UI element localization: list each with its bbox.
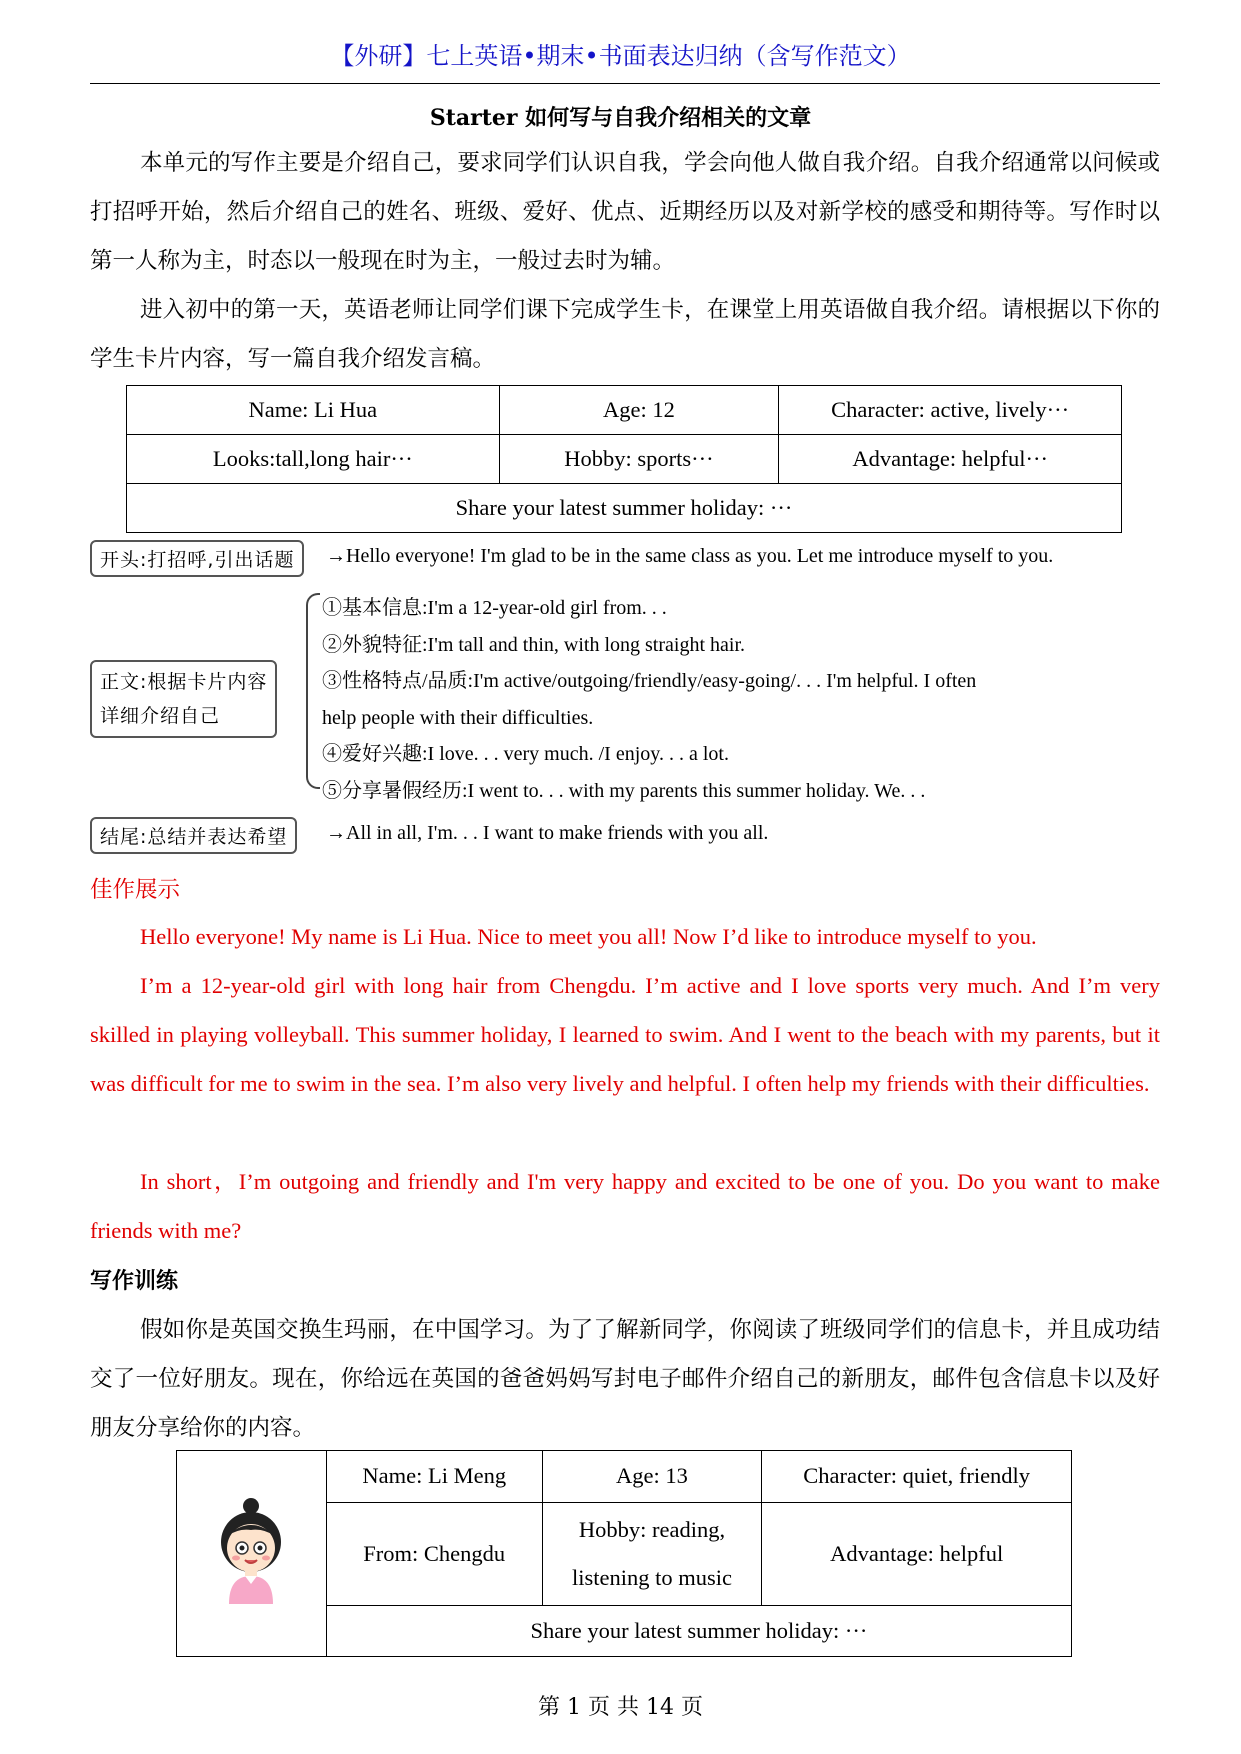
document-header-title: 【外研】七上英语•期末•书面表达归纳（含写作范文） <box>330 42 911 70</box>
outline-item-basic-info: ①基本信息:I'm a 12-year-old girl from. . . <box>322 597 667 619</box>
outline-items <box>322 590 976 809</box>
card2-name: Name: Li Meng <box>326 1451 542 1503</box>
card-looks: Looks:tall,long hair··· <box>127 435 500 484</box>
section-title: Starter 如何写与自我介绍相关的文章 <box>429 105 812 131</box>
page-number-footer: 第 1 页 共 14 页 <box>538 1695 703 1720</box>
outline-opening-text: →Hello everyone! I'm glad to be in the same class as you. Let me introduce myself to you. <box>326 545 1054 567</box>
sample-paragraph-2: I’m a 12-year-old girl with long hair from Chengdu. I’m active and I love sports very much. And I’m very skilled in playing volleyball. This summer holiday, I learned to swim. And I went to the beach with my parents, but it was difficult for me to swim in the sea. I’m also very lively and helpful. I often help my friends with their difficulties. <box>90 973 1160 1096</box>
card2-advantage: Advantage: helpful <box>762 1502 1072 1605</box>
card-name: Name: Li Hua <box>127 386 500 435</box>
outline-brace <box>306 593 320 789</box>
header-divider <box>90 83 1160 84</box>
training-paragraph: 假如你是英国交换生玛丽，在中国学习。为了了解新同学，你阅读了班级同学们的信息卡，并且成功结交了一位好朋友。现在，你给远在英国的爸爸妈妈写封电子邮件介绍自己的新朋友，邮件包含信息卡以及好朋友分享给你的内容。 <box>90 1317 1160 1441</box>
card2-character: Character: quiet, friendly <box>762 1451 1072 1503</box>
card-age: Age: 12 <box>499 386 779 435</box>
sample-paragraph-3: In short，I’m outgoing and friendly and I'm very happy and excited to be one of you. Do you want to make friends with me? <box>90 1169 1160 1243</box>
card-avatar-cell <box>177 1451 327 1657</box>
card-character: Character: active, lively··· <box>779 386 1122 435</box>
outline-ending-text: →All in all, I'm. . . I want to make friends with you all. <box>326 822 769 844</box>
outline-body-label <box>90 660 277 738</box>
intro-paragraph: 本单元的写作主要是介绍自己，要求同学们认识自我，学会向他人做自我介绍。自我介绍通常以问候或打招呼开始，然后介绍自己的姓名、班级、爱好、优点、近期经历以及对新学校的感受和期待等。写作时以第一人称为主，时态以一般现在时为主，一般过去时为辅。 <box>90 150 1160 274</box>
student-card-li-meng <box>176 1450 1072 1657</box>
card2-age: Age: 13 <box>542 1451 762 1503</box>
outline-body-label-line1: 正文:根据卡片内容 <box>100 671 268 693</box>
outline-item-summer: ⑤分享暑假经历:I went to. . . with my parents this summer holiday. We. . . <box>322 779 926 802</box>
card-advantage: Advantage: helpful··· <box>779 435 1122 484</box>
student-card-li-hua <box>126 385 1122 533</box>
outline-item-appearance: ②外貌特征:I'm tall and thin, with long straight hair. <box>322 633 746 656</box>
card2-hobby-line1: Hobby: reading, <box>578 1516 726 1542</box>
card2-hobby-line2: listening to music <box>571 1564 732 1590</box>
sample-heading: 佳作展示 <box>90 877 181 903</box>
outline-body-label-line2: 详细介绍自己 <box>100 705 221 727</box>
card-share: Share your latest summer holiday: ··· <box>127 484 1122 533</box>
training-heading: 写作训练 <box>90 1269 179 1294</box>
card-hobby: Hobby: sports··· <box>499 435 779 484</box>
cartoon-girl-avatar-icon <box>211 1496 291 1606</box>
card2-from: From: Chengdu <box>326 1502 542 1605</box>
sample-paragraph-1: Hello everyone! My name is Li Hua. Nice to meet you all! Now I’d like to introduce myself to you. <box>140 924 1037 949</box>
card2-share: Share your latest summer holiday: ··· <box>326 1605 1071 1657</box>
outline-item-character-cont: help people with their difficulties. <box>322 706 594 729</box>
outline-item-character: ③性格特点/品质:I'm active/outgoing/friendly/easy-going/. . . I'm helpful. I often <box>322 670 977 692</box>
task-paragraph: 进入初中的第一天，英语老师让同学们课下完成学生卡，在课堂上用英语做自我介绍。请根据以下你的学生卡片内容，写一篇自我介绍发言稿。 <box>90 297 1160 372</box>
outline-ending-label: 结尾:总结并表达希望 <box>90 817 297 854</box>
card2-hobby <box>542 1502 762 1605</box>
outline-item-hobbies: ④爱好兴趣:I love. . . very much. /I enjoy. . . a lot. <box>322 743 729 765</box>
outline-opening-label: 开头:打招呼,引出话题 <box>90 540 304 577</box>
